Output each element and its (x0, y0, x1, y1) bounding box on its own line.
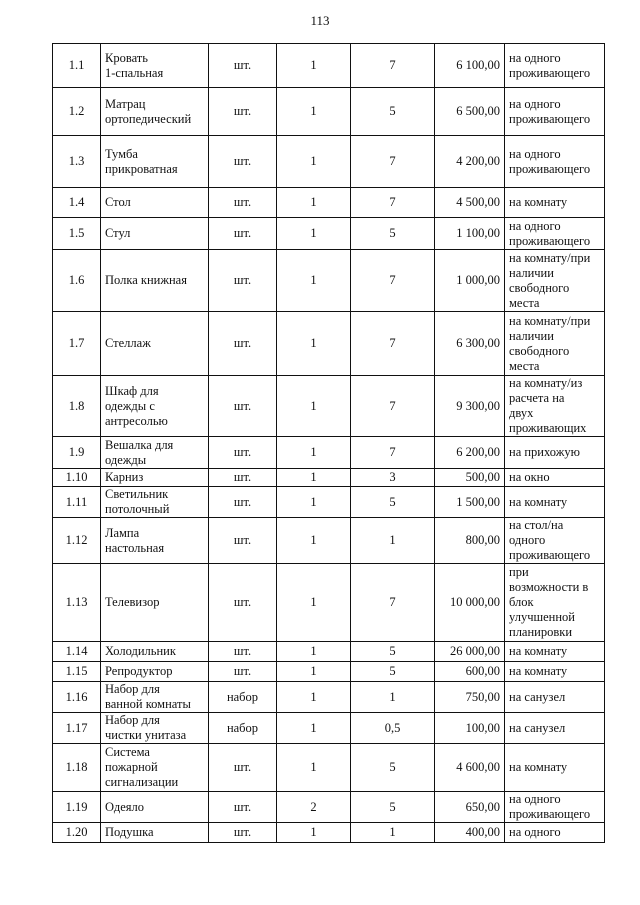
unit-of-measure: шт. (209, 487, 277, 518)
table-row (53, 469, 605, 487)
unit-of-measure: шт. (209, 250, 277, 312)
service-life-years: 7 (351, 136, 435, 188)
quantity: 1 (277, 487, 351, 518)
unit-of-measure: шт. (209, 188, 277, 218)
item-name: Лампа настольная (101, 518, 209, 564)
item-name: Полка книжная (101, 250, 209, 312)
price: 600,00 (435, 662, 505, 682)
item-name: Шкаф для одежды с антресолью (101, 376, 209, 437)
quantity: 1 (277, 312, 351, 376)
quantity: 1 (277, 713, 351, 744)
row-number: 1.10 (53, 469, 101, 487)
allocation-note: на одного проживающего (505, 88, 605, 136)
table-row (53, 487, 605, 518)
row-number: 1.3 (53, 136, 101, 188)
price: 10 000,00 (435, 564, 505, 642)
allocation-note: на одного проживающего (505, 136, 605, 188)
unit-of-measure: набор (209, 682, 277, 713)
service-life-years: 7 (351, 376, 435, 437)
quantity: 1 (277, 44, 351, 88)
item-name: Карниз (101, 469, 209, 487)
row-number: 1.17 (53, 713, 101, 744)
row-number: 1.20 (53, 823, 101, 843)
service-life-years: 0,5 (351, 713, 435, 744)
row-number: 1.14 (53, 642, 101, 662)
table-row (53, 136, 605, 188)
price: 1 500,00 (435, 487, 505, 518)
row-number: 1.1 (53, 44, 101, 88)
item-name: Репродуктор (101, 662, 209, 682)
price: 400,00 (435, 823, 505, 843)
allocation-note: при возможности в блок улучшенной планировки (505, 564, 605, 642)
service-life-years: 3 (351, 469, 435, 487)
price: 650,00 (435, 792, 505, 823)
table-row (53, 88, 605, 136)
allocation-note: на комнату (505, 744, 605, 792)
row-number: 1.11 (53, 487, 101, 518)
quantity: 1 (277, 662, 351, 682)
allocation-note: на окно (505, 469, 605, 487)
service-life-years: 5 (351, 487, 435, 518)
item-name: Матрац ортопедический (101, 88, 209, 136)
service-life-years: 5 (351, 744, 435, 792)
item-name: Стул (101, 218, 209, 250)
item-name: Стол (101, 188, 209, 218)
quantity: 1 (277, 518, 351, 564)
quantity: 1 (277, 376, 351, 437)
price: 6 300,00 (435, 312, 505, 376)
item-name: Холодильник (101, 642, 209, 662)
item-name: Подушка (101, 823, 209, 843)
allocation-note: на комнату/при наличии свободного места (505, 312, 605, 376)
quantity: 2 (277, 792, 351, 823)
unit-of-measure: шт. (209, 376, 277, 437)
item-name: Система пожарной сигнализации (101, 744, 209, 792)
unit-of-measure: шт. (209, 662, 277, 682)
quantity: 1 (277, 642, 351, 662)
allocation-note: на санузел (505, 682, 605, 713)
unit-of-measure: шт. (209, 564, 277, 642)
table-row (53, 744, 605, 792)
unit-of-measure: шт. (209, 437, 277, 469)
quantity: 1 (277, 469, 351, 487)
unit-of-measure: набор (209, 713, 277, 744)
table-row (53, 312, 605, 376)
item-name: Стеллаж (101, 312, 209, 376)
unit-of-measure: шт. (209, 744, 277, 792)
item-name: Тумба прикроватная (101, 136, 209, 188)
allocation-note: на санузел (505, 713, 605, 744)
price: 4 600,00 (435, 744, 505, 792)
row-number: 1.15 (53, 662, 101, 682)
service-life-years: 7 (351, 437, 435, 469)
allocation-note: на комнату (505, 188, 605, 218)
allocation-note: на комнату (505, 487, 605, 518)
price: 1 100,00 (435, 218, 505, 250)
table-row (53, 662, 605, 682)
unit-of-measure: шт. (209, 792, 277, 823)
row-number: 1.18 (53, 744, 101, 792)
row-number: 1.9 (53, 437, 101, 469)
quantity: 1 (277, 188, 351, 218)
item-name: Телевизор (101, 564, 209, 642)
row-number: 1.8 (53, 376, 101, 437)
unit-of-measure: шт. (209, 823, 277, 843)
price: 6 500,00 (435, 88, 505, 136)
allocation-note: на комнату (505, 642, 605, 662)
price: 800,00 (435, 518, 505, 564)
service-life-years: 5 (351, 218, 435, 250)
unit-of-measure: шт. (209, 642, 277, 662)
service-life-years: 1 (351, 682, 435, 713)
table-row (53, 564, 605, 642)
row-number: 1.19 (53, 792, 101, 823)
item-name: Вешалка для одежды (101, 437, 209, 469)
quantity: 1 (277, 564, 351, 642)
service-life-years: 7 (351, 312, 435, 376)
service-life-years: 7 (351, 44, 435, 88)
price: 100,00 (435, 713, 505, 744)
quantity: 1 (277, 744, 351, 792)
table-row (53, 682, 605, 713)
quantity: 1 (277, 250, 351, 312)
allocation-note: на комнату/при наличии свободного места (505, 250, 605, 312)
price: 1 000,00 (435, 250, 505, 312)
service-life-years: 5 (351, 642, 435, 662)
row-number: 1.6 (53, 250, 101, 312)
quantity: 1 (277, 437, 351, 469)
price: 9 300,00 (435, 376, 505, 437)
service-life-years: 7 (351, 564, 435, 642)
quantity: 1 (277, 682, 351, 713)
price: 6 200,00 (435, 437, 505, 469)
row-number: 1.2 (53, 88, 101, 136)
table-row (53, 218, 605, 250)
row-number: 1.12 (53, 518, 101, 564)
item-name: Одеяло (101, 792, 209, 823)
table-row (53, 188, 605, 218)
quantity: 1 (277, 218, 351, 250)
row-number: 1.16 (53, 682, 101, 713)
allocation-note: на одного проживающего (505, 44, 605, 88)
allocation-note: на одного проживающего (505, 792, 605, 823)
allocation-note: на одного (505, 823, 605, 843)
service-life-years: 5 (351, 88, 435, 136)
allocation-note: на стол/на одного проживающего (505, 518, 605, 564)
quantity: 1 (277, 136, 351, 188)
table-body (53, 44, 605, 843)
table-row (53, 250, 605, 312)
quantity: 1 (277, 823, 351, 843)
allocation-note: на прихожую (505, 437, 605, 469)
table-row (53, 713, 605, 744)
unit-of-measure: шт. (209, 469, 277, 487)
row-number: 1.5 (53, 218, 101, 250)
item-name: Кровать 1-спальная (101, 44, 209, 88)
row-number: 1.7 (53, 312, 101, 376)
service-life-years: 1 (351, 518, 435, 564)
item-name: Светильник потолочный (101, 487, 209, 518)
table-row (53, 792, 605, 823)
unit-of-measure: шт. (209, 518, 277, 564)
item-name: Набор для чистки унитаза (101, 713, 209, 744)
allocation-note: на комнату/из расчета на двух проживающих (505, 376, 605, 437)
service-life-years: 7 (351, 250, 435, 312)
price: 6 100,00 (435, 44, 505, 88)
price: 750,00 (435, 682, 505, 713)
unit-of-measure: шт. (209, 136, 277, 188)
unit-of-measure: шт. (209, 88, 277, 136)
price: 4 200,00 (435, 136, 505, 188)
table-row (53, 437, 605, 469)
furniture-norms-table (52, 43, 605, 843)
table-row (53, 518, 605, 564)
row-number: 1.13 (53, 564, 101, 642)
unit-of-measure: шт. (209, 312, 277, 376)
row-number: 1.4 (53, 188, 101, 218)
table-row (53, 823, 605, 843)
table-row (53, 376, 605, 437)
item-name: Набор для ванной комнаты (101, 682, 209, 713)
price: 500,00 (435, 469, 505, 487)
price: 26 000,00 (435, 642, 505, 662)
allocation-note: на одного проживающего (505, 218, 605, 250)
unit-of-measure: шт. (209, 218, 277, 250)
service-life-years: 5 (351, 662, 435, 682)
quantity: 1 (277, 88, 351, 136)
service-life-years: 7 (351, 188, 435, 218)
page-number: 113 (310, 13, 330, 28)
table-row (53, 44, 605, 88)
allocation-note: на комнату (505, 662, 605, 682)
price: 4 500,00 (435, 188, 505, 218)
service-life-years: 1 (351, 823, 435, 843)
table-row (53, 642, 605, 662)
unit-of-measure: шт. (209, 44, 277, 88)
service-life-years: 5 (351, 792, 435, 823)
